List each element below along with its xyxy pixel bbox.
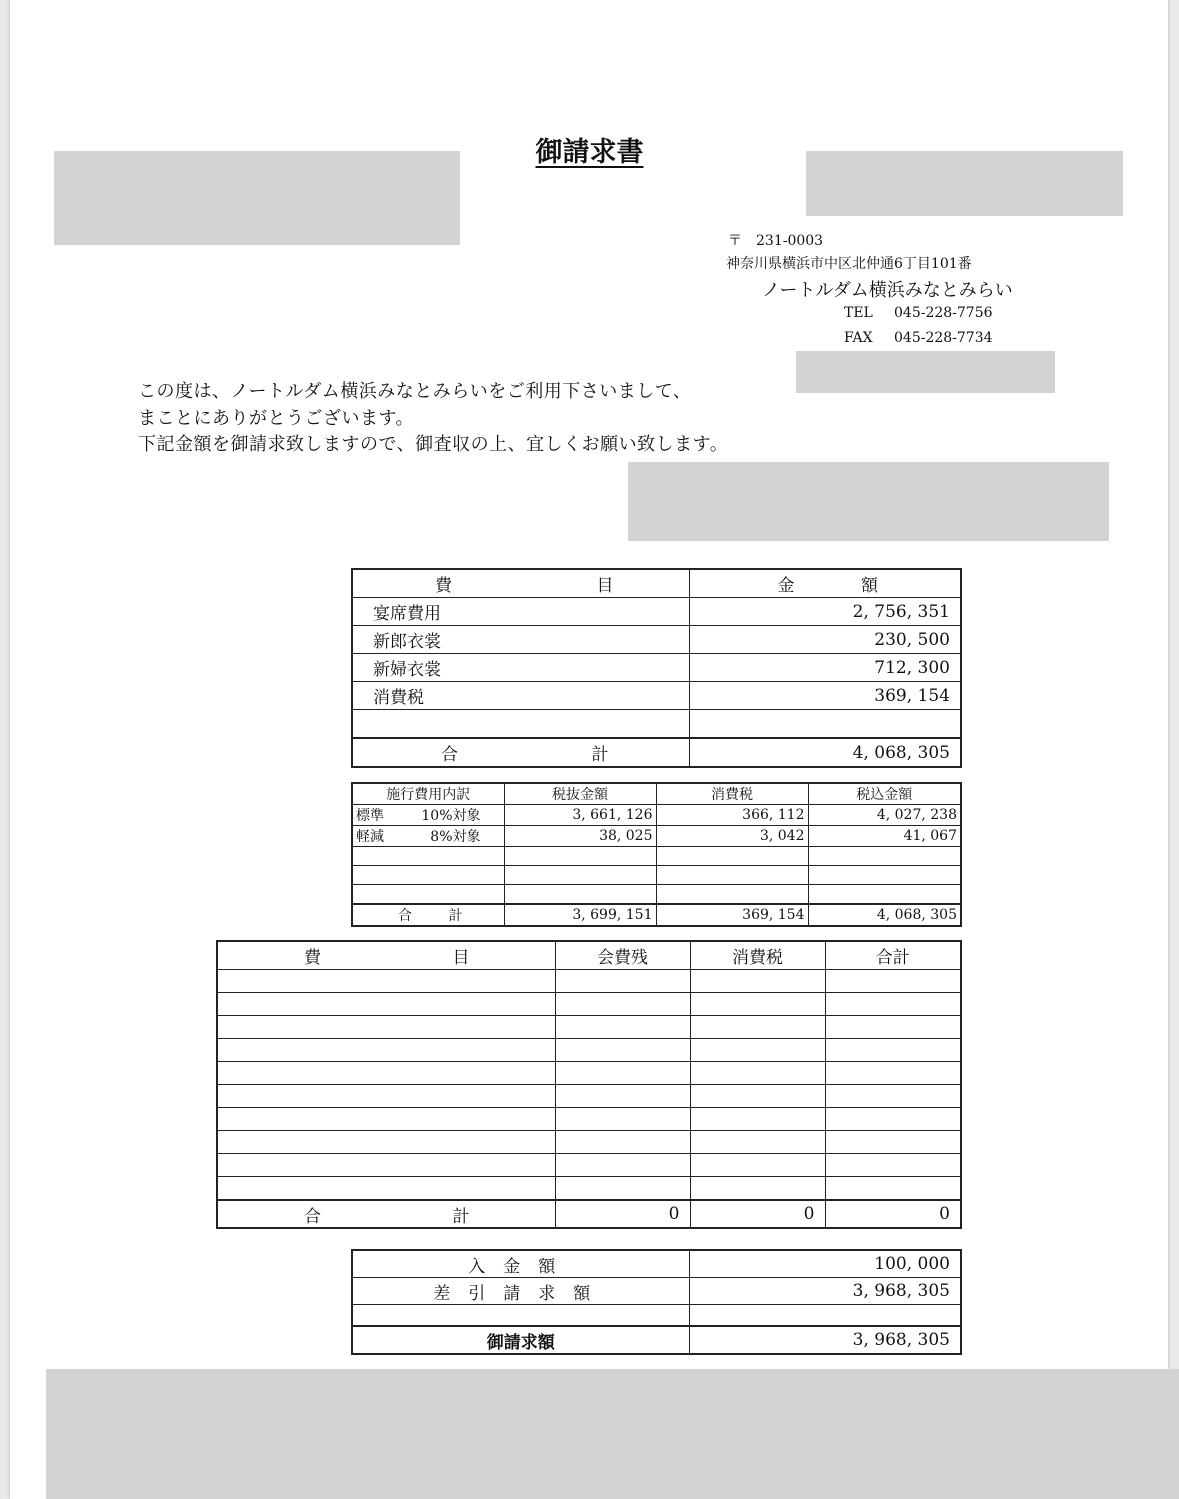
table-row bbox=[352, 654, 961, 682]
fee-item-name: 消費税 bbox=[352, 682, 689, 710]
total-amount: 4, 068, 305 bbox=[689, 738, 961, 767]
table-row bbox=[217, 1108, 961, 1131]
tel-label: TEL bbox=[844, 305, 873, 321]
fax-label: FAX bbox=[844, 330, 873, 346]
table-row bbox=[352, 682, 961, 710]
redacted-footer bbox=[46, 1369, 1179, 1499]
diff-label: 差引請求額 bbox=[352, 1278, 689, 1305]
table-row bbox=[217, 970, 961, 993]
fee-item-amount: 2, 756, 351 bbox=[689, 598, 961, 626]
header-excl: 税抜金額 bbox=[504, 783, 656, 805]
total-incl: 4, 068, 305 bbox=[808, 904, 961, 926]
message-line-3: 下記金額を御請求致しますので、御査収の上、宜しくお願い致します。 bbox=[138, 434, 729, 455]
membership-fee-table bbox=[216, 940, 962, 1229]
total-row bbox=[352, 738, 961, 767]
amount-excl: 3, 661, 126 bbox=[504, 805, 656, 826]
amount-excl: 38, 025 bbox=[504, 826, 656, 847]
fee-item-name bbox=[352, 710, 689, 739]
redacted-bank-info bbox=[628, 462, 1109, 541]
fee-item-name: 新郎衣裳 bbox=[352, 626, 689, 654]
table-row bbox=[352, 847, 961, 866]
message-line-2: まことにありがとうございます。 bbox=[138, 408, 415, 429]
table-row bbox=[217, 1131, 961, 1154]
fee-item-name: 宴席費用 bbox=[352, 598, 689, 626]
header-item: 費 目 bbox=[217, 941, 555, 970]
tax-breakdown-table bbox=[351, 782, 962, 927]
total-balance: 0 bbox=[555, 1200, 690, 1228]
deposit-amount: 100, 000 bbox=[689, 1250, 961, 1278]
header-tax: 消費税 bbox=[656, 783, 808, 805]
header-incl: 税込金額 bbox=[808, 783, 961, 805]
invoice-title: 御請求書 bbox=[535, 137, 644, 168]
total-tax: 369, 154 bbox=[656, 904, 808, 926]
fee-item-amount: 230, 500 bbox=[689, 626, 961, 654]
table-header bbox=[352, 783, 961, 805]
table-row bbox=[217, 1062, 961, 1085]
fee-item-amount bbox=[689, 710, 961, 739]
table-row bbox=[352, 885, 961, 905]
message-line-1: この度は、ノートルダム横浜みなとみらいをご利用下さいまして、 bbox=[138, 381, 692, 402]
table-row bbox=[217, 1016, 961, 1039]
table-row bbox=[352, 626, 961, 654]
redacted-stamp bbox=[796, 351, 1055, 393]
table-row bbox=[217, 1154, 961, 1177]
table-row bbox=[217, 1039, 961, 1062]
rate-category: 軽減 8%対象 bbox=[352, 826, 504, 847]
table-row bbox=[352, 710, 961, 739]
total-label: 合 計 bbox=[352, 738, 689, 767]
fax-number: 045-228-7734 bbox=[894, 330, 993, 346]
grand-total-label: 御請求額 bbox=[352, 1326, 689, 1354]
table-row bbox=[217, 993, 961, 1016]
header-sum: 合計 bbox=[825, 941, 961, 970]
table-row bbox=[352, 1305, 961, 1327]
total-row bbox=[352, 904, 961, 926]
tel-number: 045-228-7756 bbox=[894, 305, 993, 321]
table-header bbox=[217, 941, 961, 970]
fee-item-amount: 712, 300 bbox=[689, 654, 961, 682]
amount-incl: 4, 027, 238 bbox=[808, 805, 961, 826]
table-row bbox=[352, 598, 961, 626]
deposit-label: 入金額 bbox=[352, 1250, 689, 1278]
table-row bbox=[352, 866, 961, 885]
table-row bbox=[352, 1250, 961, 1278]
header-balance: 会費残 bbox=[555, 941, 690, 970]
table-row bbox=[217, 1177, 961, 1201]
total-sum: 0 bbox=[825, 1200, 961, 1228]
amount-tax: 366, 112 bbox=[656, 805, 808, 826]
total-label: 合 計 bbox=[217, 1200, 555, 1228]
fee-summary-table bbox=[351, 568, 962, 768]
fee-item-name: 新婦衣裳 bbox=[352, 654, 689, 682]
table-row bbox=[352, 1278, 961, 1305]
fee-item-amount: 369, 154 bbox=[689, 682, 961, 710]
issuer-address: 神奈川県横浜市中区北仲通6丁目101番 bbox=[726, 256, 972, 272]
postal-code: 〒 231-0003 bbox=[728, 233, 824, 249]
table-row bbox=[352, 826, 961, 847]
total-excl: 3, 699, 151 bbox=[504, 904, 656, 926]
amount-tax: 3, 042 bbox=[656, 826, 808, 847]
grand-total-row bbox=[352, 1326, 961, 1354]
table-header bbox=[352, 569, 961, 598]
rate-category: 標準 10%対象 bbox=[352, 805, 504, 826]
header-item: 費 目 bbox=[352, 569, 689, 598]
header-tax: 消費税 bbox=[690, 941, 825, 970]
table-row bbox=[217, 1085, 961, 1108]
diff-amount: 3, 968, 305 bbox=[689, 1278, 961, 1305]
total-tax: 0 bbox=[690, 1200, 825, 1228]
total-row bbox=[217, 1200, 961, 1228]
amount-incl: 41, 067 bbox=[808, 826, 961, 847]
table-row bbox=[352, 805, 961, 826]
header-breakdown: 施行費用内訳 bbox=[352, 783, 504, 805]
total-label: 合 計 bbox=[352, 904, 504, 926]
issuer-company: ノートルダム横浜みなとみらい bbox=[762, 280, 1013, 301]
payment-summary-table bbox=[351, 1249, 962, 1355]
header-amount: 金 額 bbox=[689, 569, 961, 598]
grand-total-amount: 3, 968, 305 bbox=[689, 1326, 961, 1354]
